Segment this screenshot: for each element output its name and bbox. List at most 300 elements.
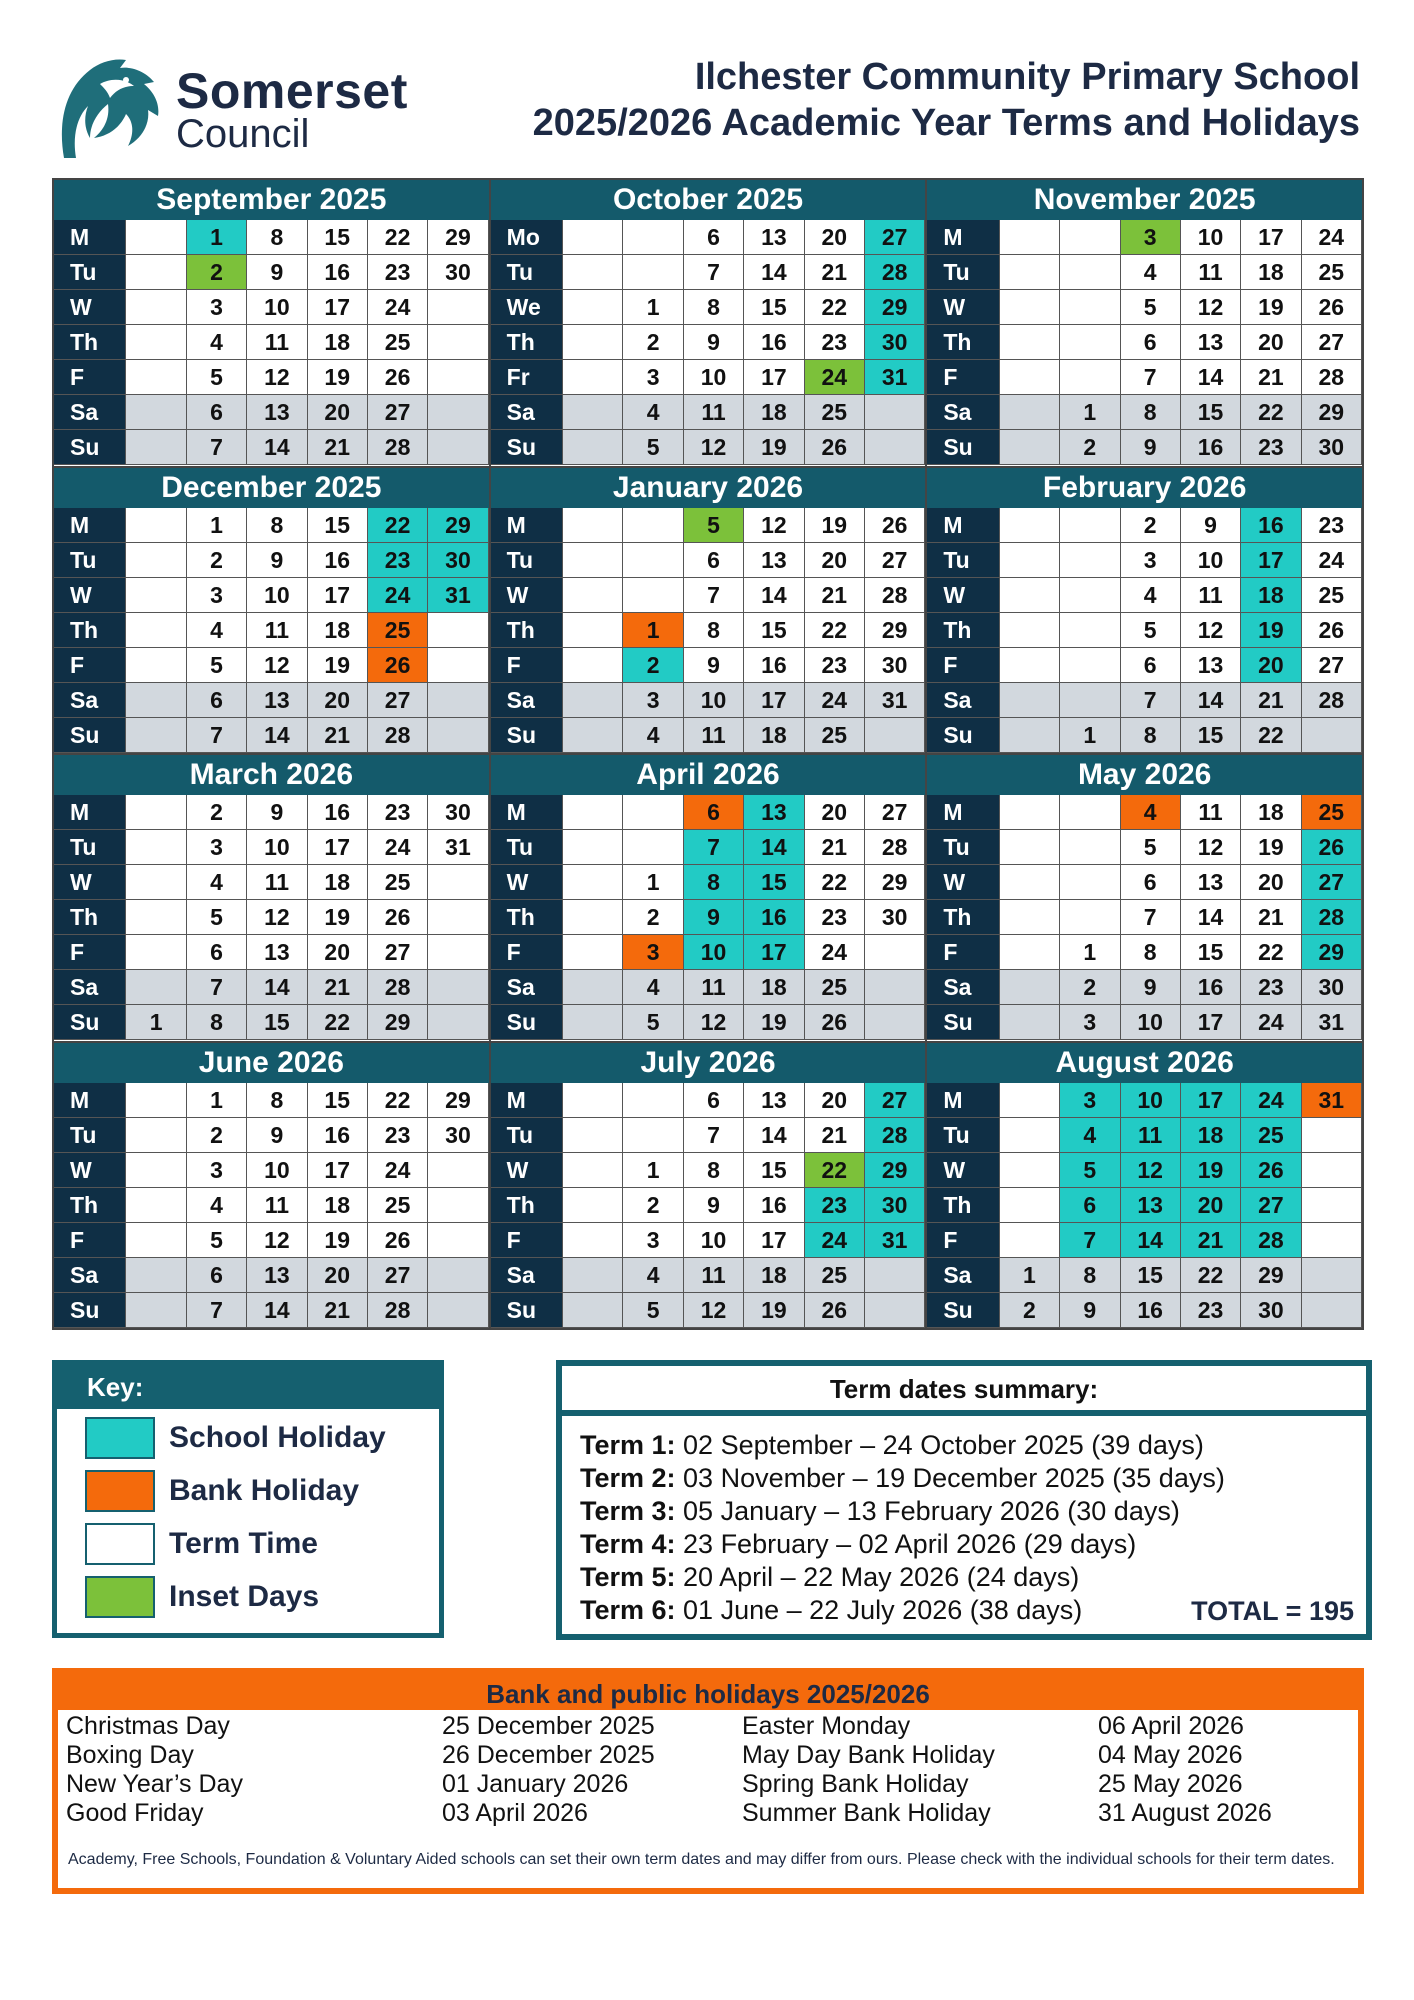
day-cell: 18 xyxy=(1181,1118,1241,1153)
day-cell xyxy=(1000,1118,1060,1153)
day-cell: 12 xyxy=(744,508,804,543)
day-cell xyxy=(126,718,186,753)
holiday-names-col1 xyxy=(66,1712,243,1828)
month-title: April 2026 xyxy=(491,755,926,795)
day-cell: 12 xyxy=(1121,1153,1181,1188)
weekday-label: Su xyxy=(54,1005,126,1040)
month-grid xyxy=(54,795,489,1040)
day-cell: 30 xyxy=(865,1188,925,1223)
day-cell: 28 xyxy=(1302,900,1362,935)
day-cell xyxy=(1060,255,1120,290)
day-cell: 31 xyxy=(428,578,488,613)
day-cell: 10 xyxy=(684,683,744,718)
term-dates: 01 June – 22 July 2026 (38 days) xyxy=(675,1595,1083,1625)
day-cell: 21 xyxy=(308,718,368,753)
day-cell: 3 xyxy=(623,683,683,718)
holiday-name: Good Friday xyxy=(66,1799,204,1827)
day-cell: 20 xyxy=(1241,648,1301,683)
day-cell xyxy=(865,395,925,430)
day-cell: 16 xyxy=(308,795,368,830)
day-cell: 17 xyxy=(1181,1005,1241,1040)
day-cell xyxy=(428,430,488,465)
day-cell: 12 xyxy=(684,430,744,465)
month-grid xyxy=(54,508,489,753)
day-cell: 28 xyxy=(865,578,925,613)
day-cell: 24 xyxy=(1302,543,1362,578)
weekday-label: Fr xyxy=(491,360,563,395)
day-cell: 16 xyxy=(1181,430,1241,465)
day-cell: 9 xyxy=(684,1188,744,1223)
day-cell xyxy=(1302,718,1362,753)
day-cell: 7 xyxy=(1060,1223,1120,1258)
day-cell: 31 xyxy=(1302,1083,1362,1118)
day-cell xyxy=(1060,613,1120,648)
day-cell xyxy=(865,1005,925,1040)
day-cell: 9 xyxy=(247,543,307,578)
day-cell: 25 xyxy=(368,613,428,648)
holiday-dates-col2 xyxy=(1098,1712,1272,1828)
day-cell: 2 xyxy=(187,795,247,830)
weekday-label: Sa xyxy=(927,683,999,718)
day-cell: 5 xyxy=(187,648,247,683)
day-cell: 29 xyxy=(865,1153,925,1188)
day-cell: 11 xyxy=(1121,1118,1181,1153)
day-cell: 22 xyxy=(1241,395,1301,430)
day-cell: 7 xyxy=(684,578,744,613)
day-cell: 24 xyxy=(368,830,428,865)
day-cell: 16 xyxy=(1181,970,1241,1005)
day-cell xyxy=(1302,1153,1362,1188)
day-cell: 2 xyxy=(1060,430,1120,465)
swatch-term-time xyxy=(85,1523,155,1565)
day-cell: 26 xyxy=(368,1223,428,1258)
weekday-label: F xyxy=(491,1223,563,1258)
day-cell xyxy=(1060,220,1120,255)
day-cell: 25 xyxy=(805,1258,865,1293)
day-cell: 20 xyxy=(805,1083,865,1118)
day-cell: 7 xyxy=(684,830,744,865)
day-cell: 22 xyxy=(368,508,428,543)
day-cell xyxy=(126,395,186,430)
day-cell: 15 xyxy=(744,613,804,648)
day-cell: 7 xyxy=(1121,360,1181,395)
day-cell xyxy=(563,1188,623,1223)
weekday-label: F xyxy=(54,935,126,970)
month-title: July 2026 xyxy=(491,1043,926,1083)
weekday-label: Th xyxy=(927,1188,999,1223)
day-cell: 24 xyxy=(805,935,865,970)
weekday-label: Th xyxy=(927,325,999,360)
day-cell xyxy=(563,1005,623,1040)
day-cell xyxy=(563,578,623,613)
day-cell: 27 xyxy=(1302,648,1362,683)
weekday-label: W xyxy=(54,865,126,900)
day-cell: 18 xyxy=(1241,255,1301,290)
day-cell: 4 xyxy=(1060,1118,1120,1153)
month-block xyxy=(53,179,490,467)
day-cell: 20 xyxy=(805,543,865,578)
day-cell: 2 xyxy=(187,543,247,578)
day-cell: 16 xyxy=(308,1118,368,1153)
month-title: February 2026 xyxy=(927,468,1362,508)
day-cell: 4 xyxy=(187,865,247,900)
day-cell: 28 xyxy=(368,1293,428,1328)
day-cell: 26 xyxy=(805,1293,865,1328)
day-cell: 29 xyxy=(1302,935,1362,970)
month-block xyxy=(490,467,927,755)
day-cell: 24 xyxy=(805,683,865,718)
day-cell: 10 xyxy=(1181,220,1241,255)
weekday-label: Tu xyxy=(54,255,126,290)
day-cell: 28 xyxy=(1241,1223,1301,1258)
day-cell: 7 xyxy=(187,430,247,465)
day-cell: 10 xyxy=(247,578,307,613)
day-cell xyxy=(1000,613,1060,648)
day-cell: 11 xyxy=(247,865,307,900)
day-cell: 14 xyxy=(247,718,307,753)
day-cell: 18 xyxy=(308,865,368,900)
term-dates: 03 November – 19 December 2025 (35 days) xyxy=(675,1463,1225,1493)
day-cell xyxy=(563,830,623,865)
key-label: Inset Days xyxy=(169,1580,320,1613)
day-cell: 27 xyxy=(865,1083,925,1118)
day-cell: 10 xyxy=(247,1153,307,1188)
day-cell: 13 xyxy=(1181,325,1241,360)
swatch-school-holiday xyxy=(85,1417,155,1459)
day-cell xyxy=(1060,683,1120,718)
day-cell: 6 xyxy=(187,1258,247,1293)
day-cell: 5 xyxy=(187,900,247,935)
day-cell: 23 xyxy=(368,543,428,578)
day-cell xyxy=(563,290,623,325)
day-cell: 27 xyxy=(1302,325,1362,360)
day-cell: 18 xyxy=(308,1188,368,1223)
day-cell xyxy=(428,1188,488,1223)
day-cell: 18 xyxy=(308,325,368,360)
day-cell: 14 xyxy=(1181,900,1241,935)
holiday-date: 25 December 2025 xyxy=(442,1712,655,1740)
term-label: Term 4: xyxy=(580,1529,676,1559)
day-cell: 16 xyxy=(744,1188,804,1223)
day-cell: 25 xyxy=(368,865,428,900)
day-cell: 24 xyxy=(805,1223,865,1258)
day-cell: 12 xyxy=(1181,613,1241,648)
day-cell xyxy=(1302,1118,1362,1153)
day-cell: 30 xyxy=(428,795,488,830)
key-label: Bank Holiday xyxy=(169,1474,360,1507)
day-cell: 20 xyxy=(308,683,368,718)
day-cell: 23 xyxy=(368,1118,428,1153)
day-cell: 5 xyxy=(623,430,683,465)
bank-holidays-panel xyxy=(52,1668,1364,1894)
logo-text-council: Council xyxy=(176,112,310,156)
day-cell xyxy=(428,970,488,1005)
month-grid xyxy=(927,220,1362,465)
day-cell xyxy=(563,1153,623,1188)
day-cell: 19 xyxy=(308,648,368,683)
weekday-label: W xyxy=(54,1153,126,1188)
day-cell xyxy=(126,900,186,935)
day-cell: 15 xyxy=(308,1083,368,1118)
day-cell: 8 xyxy=(684,865,744,900)
day-cell: 7 xyxy=(187,1293,247,1328)
day-cell: 8 xyxy=(684,613,744,648)
day-cell: 18 xyxy=(744,1258,804,1293)
day-cell: 20 xyxy=(1241,325,1301,360)
weekday-label: Th xyxy=(491,613,563,648)
day-cell: 28 xyxy=(865,255,925,290)
key-title: Key: xyxy=(57,1365,439,1409)
day-cell: 3 xyxy=(1121,543,1181,578)
day-cell: 17 xyxy=(308,578,368,613)
day-cell: 21 xyxy=(308,430,368,465)
day-cell: 11 xyxy=(684,970,744,1005)
day-cell: 3 xyxy=(623,360,683,395)
day-cell xyxy=(1000,648,1060,683)
day-cell xyxy=(623,830,683,865)
weekday-label: F xyxy=(927,648,999,683)
day-cell xyxy=(126,290,186,325)
day-cell: 17 xyxy=(308,1153,368,1188)
day-cell: 29 xyxy=(428,220,488,255)
day-cell: 24 xyxy=(1302,220,1362,255)
day-cell: 5 xyxy=(623,1005,683,1040)
day-cell: 17 xyxy=(1181,1083,1241,1118)
holiday-name: New Year’s Day xyxy=(66,1770,243,1798)
month-block xyxy=(490,754,927,1042)
day-cell: 9 xyxy=(247,1118,307,1153)
weekday-label: M xyxy=(54,1083,126,1118)
day-cell xyxy=(563,430,623,465)
day-cell: 16 xyxy=(308,543,368,578)
day-cell: 10 xyxy=(684,360,744,395)
day-cell xyxy=(1000,795,1060,830)
day-cell: 14 xyxy=(744,830,804,865)
day-cell: 12 xyxy=(247,360,307,395)
day-cell: 5 xyxy=(187,360,247,395)
day-cell: 8 xyxy=(684,290,744,325)
day-cell: 22 xyxy=(368,1083,428,1118)
day-cell: 13 xyxy=(744,220,804,255)
day-cell: 18 xyxy=(744,970,804,1005)
day-cell: 3 xyxy=(1060,1083,1120,1118)
term-row xyxy=(580,1430,1204,1461)
day-cell: 2 xyxy=(1060,970,1120,1005)
holiday-date: 01 January 2026 xyxy=(442,1770,629,1798)
day-cell: 2 xyxy=(623,648,683,683)
weekday-label: Tu xyxy=(927,543,999,578)
day-cell xyxy=(428,325,488,360)
weekday-label: Sa xyxy=(54,970,126,1005)
day-cell: 6 xyxy=(1121,325,1181,360)
day-cell xyxy=(428,1293,488,1328)
month-grid xyxy=(927,508,1362,753)
day-cell: 30 xyxy=(1302,970,1362,1005)
day-cell xyxy=(126,865,186,900)
day-cell: 27 xyxy=(368,935,428,970)
term-dates: 02 September – 24 October 2025 (39 days) xyxy=(675,1430,1204,1460)
month-block xyxy=(490,179,927,467)
day-cell xyxy=(563,900,623,935)
bank-holidays-title: Bank and public holidays 2025/2026 xyxy=(58,1674,1358,1710)
day-cell: 3 xyxy=(187,1153,247,1188)
weekday-label: Th xyxy=(491,900,563,935)
day-cell: 8 xyxy=(1060,1258,1120,1293)
month-title: September 2025 xyxy=(54,180,489,220)
day-cell xyxy=(1302,1223,1362,1258)
day-cell: 29 xyxy=(428,508,488,543)
day-cell: 11 xyxy=(247,613,307,648)
month-grid xyxy=(927,795,1362,1040)
day-cell: 14 xyxy=(744,255,804,290)
weekday-label: Th xyxy=(54,1188,126,1223)
weekday-label: Tu xyxy=(927,255,999,290)
day-cell: 16 xyxy=(1121,1293,1181,1328)
day-cell xyxy=(1302,1258,1362,1293)
day-cell: 15 xyxy=(1181,718,1241,753)
day-cell: 18 xyxy=(308,613,368,648)
day-cell: 21 xyxy=(805,1118,865,1153)
day-cell: 26 xyxy=(805,1005,865,1040)
day-cell: 28 xyxy=(1302,683,1362,718)
day-cell: 31 xyxy=(1302,1005,1362,1040)
day-cell: 19 xyxy=(308,900,368,935)
day-cell: 15 xyxy=(744,290,804,325)
day-cell: 27 xyxy=(368,1258,428,1293)
weekday-label: Sa xyxy=(927,395,999,430)
day-cell: 14 xyxy=(744,1118,804,1153)
day-cell: 4 xyxy=(1121,795,1181,830)
month-block xyxy=(926,1042,1363,1330)
weekday-label: Sa xyxy=(54,1258,126,1293)
day-cell xyxy=(623,543,683,578)
day-cell xyxy=(126,1293,186,1328)
weekday-label: W xyxy=(927,578,999,613)
day-cell: 19 xyxy=(1181,1153,1241,1188)
day-cell: 13 xyxy=(744,795,804,830)
swatch-bank-holiday xyxy=(85,1470,155,1512)
day-cell xyxy=(1000,543,1060,578)
day-cell xyxy=(563,1118,623,1153)
weekday-label: Su xyxy=(927,1293,999,1328)
day-cell: 21 xyxy=(805,578,865,613)
month-block xyxy=(53,467,490,755)
day-cell xyxy=(428,865,488,900)
weekday-label: M xyxy=(54,795,126,830)
day-cell: 25 xyxy=(1302,578,1362,613)
day-cell xyxy=(428,1258,488,1293)
day-cell: 30 xyxy=(428,255,488,290)
day-cell: 21 xyxy=(308,970,368,1005)
day-cell: 1 xyxy=(623,865,683,900)
day-cell xyxy=(1060,795,1120,830)
day-cell: 6 xyxy=(684,1083,744,1118)
day-cell xyxy=(428,360,488,395)
day-cell: 19 xyxy=(308,1223,368,1258)
month-grid xyxy=(54,220,489,465)
weekday-label: Sa xyxy=(491,970,563,1005)
weekday-label: Sa xyxy=(927,1258,999,1293)
day-cell: 3 xyxy=(187,578,247,613)
day-cell xyxy=(563,935,623,970)
weekday-label: Su xyxy=(54,1293,126,1328)
summary-title: Term dates summary: xyxy=(562,1366,1366,1416)
day-cell: 25 xyxy=(805,970,865,1005)
day-cell xyxy=(563,508,623,543)
weekday-label: Sa xyxy=(491,683,563,718)
day-cell: 7 xyxy=(684,255,744,290)
day-cell: 14 xyxy=(744,578,804,613)
total-days: TOTAL = 195 xyxy=(1191,1596,1354,1626)
term-dates: 05 January – 13 February 2026 (30 days) xyxy=(675,1496,1180,1526)
day-cell: 29 xyxy=(865,290,925,325)
day-cell: 19 xyxy=(744,430,804,465)
day-cell: 1 xyxy=(126,1005,186,1040)
month-title: May 2026 xyxy=(927,755,1362,795)
day-cell: 4 xyxy=(623,1258,683,1293)
day-cell: 4 xyxy=(1121,255,1181,290)
day-cell xyxy=(126,613,186,648)
day-cell: 13 xyxy=(744,543,804,578)
day-cell xyxy=(126,1118,186,1153)
school-name: Ilchester Community Primary School xyxy=(694,56,1360,98)
day-cell: 1 xyxy=(187,508,247,543)
day-cell: 3 xyxy=(1121,220,1181,255)
day-cell: 24 xyxy=(805,360,865,395)
term-row xyxy=(580,1463,1225,1494)
day-cell: 17 xyxy=(744,360,804,395)
day-cell: 26 xyxy=(1302,290,1362,325)
term-label: Term 1: xyxy=(580,1430,676,1460)
day-cell xyxy=(1000,220,1060,255)
day-cell: 22 xyxy=(308,1005,368,1040)
day-cell: 10 xyxy=(1121,1083,1181,1118)
weekday-label: Su xyxy=(54,718,126,753)
day-cell: 11 xyxy=(1181,255,1241,290)
day-cell: 21 xyxy=(805,830,865,865)
weekday-label: W xyxy=(54,290,126,325)
day-cell: 3 xyxy=(623,1223,683,1258)
day-cell xyxy=(623,220,683,255)
day-cell xyxy=(428,718,488,753)
day-cell xyxy=(1000,578,1060,613)
weekday-label: Tu xyxy=(927,1118,999,1153)
day-cell: 23 xyxy=(805,325,865,360)
day-cell: 3 xyxy=(187,830,247,865)
holiday-date: 04 May 2026 xyxy=(1098,1741,1243,1769)
day-cell: 13 xyxy=(247,395,307,430)
day-cell: 7 xyxy=(187,718,247,753)
day-cell xyxy=(126,255,186,290)
day-cell: 16 xyxy=(744,648,804,683)
day-cell: 2 xyxy=(187,255,247,290)
day-cell: 21 xyxy=(1181,1223,1241,1258)
day-cell: 28 xyxy=(865,830,925,865)
term-label: Term 5: xyxy=(580,1562,676,1592)
day-cell: 8 xyxy=(247,1083,307,1118)
day-cell: 1 xyxy=(187,220,247,255)
month-block xyxy=(490,1042,927,1330)
term-row xyxy=(580,1562,1079,1593)
day-cell: 30 xyxy=(865,900,925,935)
day-cell xyxy=(563,1223,623,1258)
day-cell: 22 xyxy=(805,1153,865,1188)
day-cell: 19 xyxy=(1241,830,1301,865)
day-cell xyxy=(1000,290,1060,325)
day-cell: 22 xyxy=(805,613,865,648)
day-cell: 14 xyxy=(247,970,307,1005)
weekday-label: Th xyxy=(491,325,563,360)
